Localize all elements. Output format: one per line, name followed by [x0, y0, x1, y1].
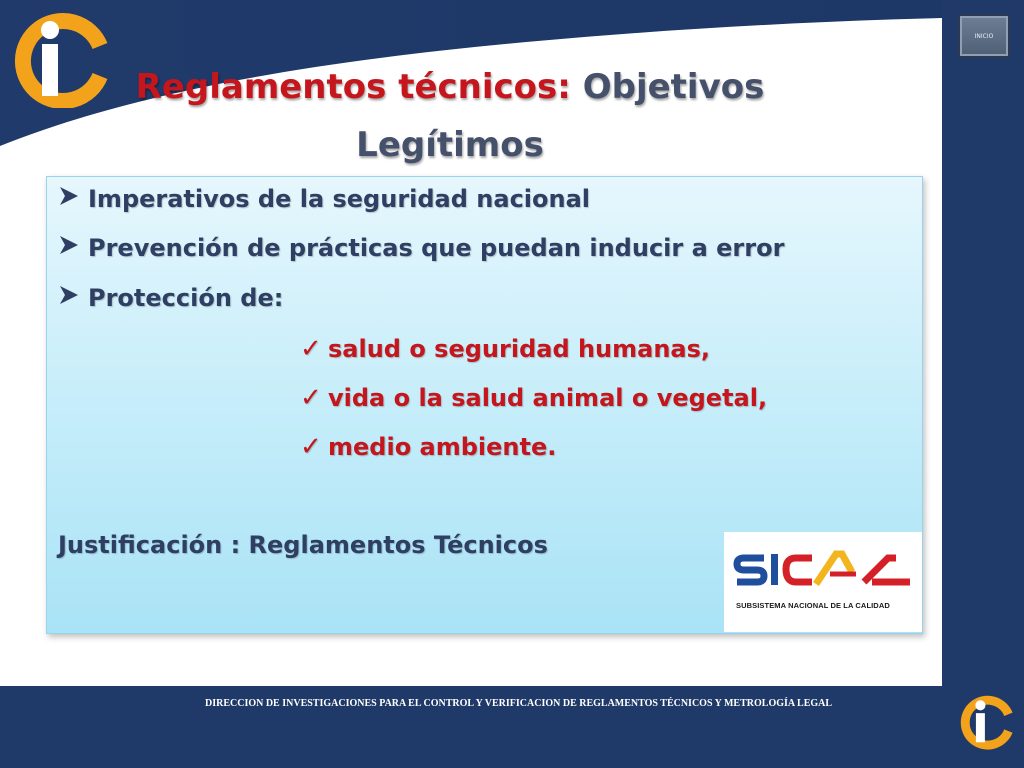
bullet-item: [58, 234, 784, 262]
sical-subtitle: SUBSISTEMA NACIONAL DE LA CALIDAD: [736, 601, 890, 610]
sical-wordmark: [724, 532, 922, 602]
bullet-text: Protección de:: [88, 284, 284, 312]
checkmark-icon: ✓: [300, 334, 322, 364]
bullet-item: [58, 284, 283, 312]
inicio-button-label: INICIO: [974, 32, 994, 40]
title-part-1: Reglamentos técnicos:: [135, 67, 571, 107]
checkmark-icon: ✓: [300, 383, 322, 413]
sub-item-text: medio ambiente.: [328, 433, 557, 461]
arrow-bullet-icon: [58, 185, 88, 213]
slide-title: [100, 58, 800, 174]
bullet-text: Prevención de prácticas que puedan inducir a error: [88, 234, 785, 262]
bullet-item: [58, 185, 590, 213]
title-line-2: Legítimos: [356, 125, 544, 165]
ic-logo: [10, 8, 110, 108]
inicio-button[interactable]: [958, 14, 1010, 58]
sical-logo: [724, 532, 922, 632]
sub-item: [300, 383, 767, 413]
sub-item-text: vida o la salud animal o vegetal,: [328, 384, 768, 412]
ic-logo-small: [958, 692, 1014, 750]
justification-text: Justificación : Reglamentos Técnicos: [58, 531, 548, 559]
arrow-bullet-icon: [58, 284, 88, 312]
arrow-bullet-icon: [58, 234, 88, 262]
sub-item: [300, 432, 556, 462]
footer-text: DIRECCION DE INVESTIGACIONES PARA EL CONTROL Y VERIFICACION DE REGLAMENTOS TÉCNICOS Y METROLOGÍA LEGAL: [205, 698, 833, 709]
sub-item: [300, 334, 710, 364]
bullet-text: Imperativos de la seguridad nacional: [88, 185, 591, 213]
checkmark-icon: ✓: [300, 432, 322, 462]
title-part-2: Objetivos: [582, 67, 765, 107]
sub-item-text: salud o seguridad humanas,: [328, 335, 711, 363]
